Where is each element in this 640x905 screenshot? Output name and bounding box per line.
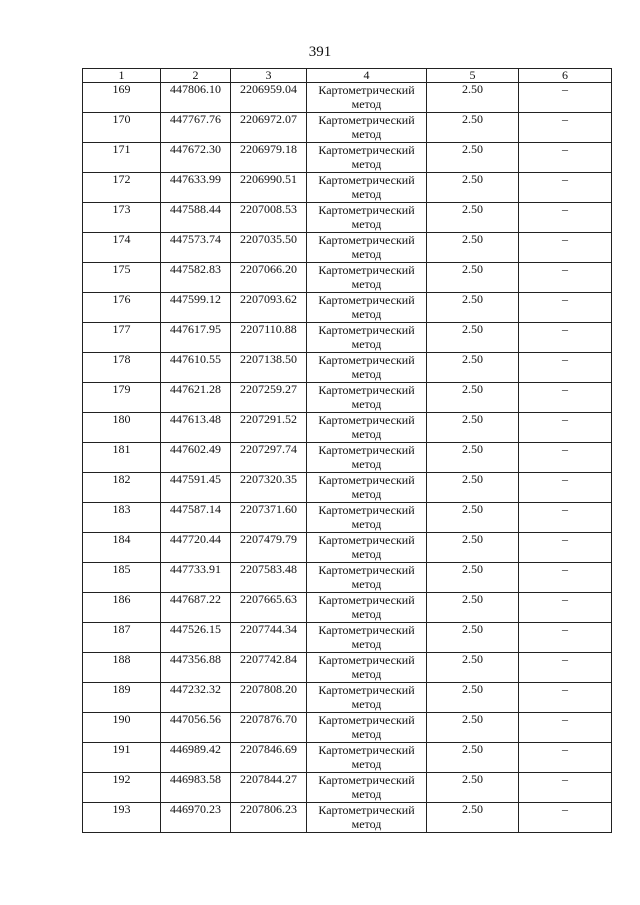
header-cell: 3: [231, 69, 307, 83]
table-row: [83, 233, 612, 263]
x-coordinate-cell: 447599.12: [161, 293, 231, 323]
accuracy-cell: 2.50: [427, 683, 519, 713]
accuracy-cell: 2.50: [427, 113, 519, 143]
method-cell: Картометрический метод: [307, 623, 427, 653]
point-number-cell: 182: [83, 473, 161, 503]
table-row: [83, 743, 612, 773]
method-cell: Картометрический метод: [307, 113, 427, 143]
accuracy-cell: 2.50: [427, 533, 519, 563]
note-cell: –: [519, 353, 612, 383]
table-row: [83, 173, 612, 203]
accuracy-cell: 2.50: [427, 263, 519, 293]
x-coordinate-cell: 447587.14: [161, 503, 231, 533]
table-row: [83, 803, 612, 833]
y-coordinate-cell: 2207297.74: [231, 443, 307, 473]
method-cell: Картометрический метод: [307, 383, 427, 413]
table-row: [83, 473, 612, 503]
note-cell: –: [519, 293, 612, 323]
accuracy-cell: 2.50: [427, 203, 519, 233]
method-cell: Картометрический метод: [307, 143, 427, 173]
table-row: [83, 713, 612, 743]
note-cell: –: [519, 173, 612, 203]
method-cell: Картометрический метод: [307, 413, 427, 443]
x-coordinate-cell: 447613.48: [161, 413, 231, 443]
table-row: [83, 413, 612, 443]
accuracy-cell: 2.50: [427, 563, 519, 593]
y-coordinate-cell: 2207291.52: [231, 413, 307, 443]
x-coordinate-cell: 447582.83: [161, 263, 231, 293]
page-number: 391: [308, 44, 332, 60]
method-cell: Картометрический метод: [307, 683, 427, 713]
table-row: [83, 263, 612, 293]
y-coordinate-cell: 2207844.27: [231, 773, 307, 803]
x-coordinate-cell: 447733.91: [161, 563, 231, 593]
point-number-cell: 184: [83, 533, 161, 563]
note-cell: –: [519, 683, 612, 713]
y-coordinate-cell: 2207066.20: [231, 263, 307, 293]
table-row: [83, 383, 612, 413]
accuracy-cell: 2.50: [427, 503, 519, 533]
x-coordinate-cell: 446989.42: [161, 743, 231, 773]
table-row: [83, 563, 612, 593]
x-coordinate-cell: 447621.28: [161, 383, 231, 413]
y-coordinate-cell: 2207806.23: [231, 803, 307, 833]
y-coordinate-cell: 2207093.62: [231, 293, 307, 323]
note-cell: –: [519, 653, 612, 683]
y-coordinate-cell: 2207138.50: [231, 353, 307, 383]
point-number-cell: 181: [83, 443, 161, 473]
note-cell: –: [519, 713, 612, 743]
note-cell: –: [519, 143, 612, 173]
y-coordinate-cell: 2207479.79: [231, 533, 307, 563]
method-cell: Картометрический метод: [307, 203, 427, 233]
point-number-cell: 186: [83, 593, 161, 623]
accuracy-cell: 2.50: [427, 773, 519, 803]
header-cell: 2: [161, 69, 231, 83]
method-cell: Картометрический метод: [307, 593, 427, 623]
y-coordinate-cell: 2207808.20: [231, 683, 307, 713]
point-number-cell: 177: [83, 323, 161, 353]
accuracy-cell: 2.50: [427, 743, 519, 773]
y-coordinate-cell: 2207110.88: [231, 323, 307, 353]
y-coordinate-cell: 2207583.48: [231, 563, 307, 593]
table-row: [83, 683, 612, 713]
x-coordinate-cell: 447633.99: [161, 173, 231, 203]
point-number-cell: 174: [83, 233, 161, 263]
y-coordinate-cell: 2207035.50: [231, 233, 307, 263]
method-cell: Картометрический метод: [307, 233, 427, 263]
y-coordinate-cell: 2207371.60: [231, 503, 307, 533]
method-cell: Картометрический метод: [307, 563, 427, 593]
table-row: [83, 143, 612, 173]
accuracy-cell: 2.50: [427, 713, 519, 743]
note-cell: –: [519, 743, 612, 773]
note-cell: –: [519, 563, 612, 593]
x-coordinate-cell: 447687.22: [161, 593, 231, 623]
note-cell: –: [519, 593, 612, 623]
point-number-cell: 172: [83, 173, 161, 203]
point-number-cell: 190: [83, 713, 161, 743]
method-cell: Картометрический метод: [307, 653, 427, 683]
table-row: [83, 773, 612, 803]
header-cell: 1: [83, 69, 161, 83]
accuracy-cell: 2.50: [427, 143, 519, 173]
y-coordinate-cell: 2207876.70: [231, 713, 307, 743]
method-cell: Картометрический метод: [307, 173, 427, 203]
note-cell: –: [519, 473, 612, 503]
accuracy-cell: 2.50: [427, 323, 519, 353]
header-cell: 4: [307, 69, 427, 83]
table-row: [83, 323, 612, 353]
x-coordinate-cell: 447232.32: [161, 683, 231, 713]
header-cell: 6: [519, 69, 612, 83]
accuracy-cell: 2.50: [427, 473, 519, 503]
point-number-cell: 187: [83, 623, 161, 653]
point-number-cell: 178: [83, 353, 161, 383]
point-number-cell: 176: [83, 293, 161, 323]
table-row: [83, 443, 612, 473]
table-row: [83, 623, 612, 653]
table-row: [83, 83, 612, 113]
table-row: [83, 353, 612, 383]
y-coordinate-cell: 2206959.04: [231, 83, 307, 113]
x-coordinate-cell: 447617.95: [161, 323, 231, 353]
note-cell: –: [519, 203, 612, 233]
method-cell: Картометрический метод: [307, 743, 427, 773]
table-row: [83, 503, 612, 533]
method-cell: Картометрический метод: [307, 803, 427, 833]
point-number-cell: 185: [83, 563, 161, 593]
note-cell: –: [519, 413, 612, 443]
header-row: [83, 69, 612, 83]
x-coordinate-cell: 447573.74: [161, 233, 231, 263]
accuracy-cell: 2.50: [427, 413, 519, 443]
x-coordinate-cell: 447526.15: [161, 623, 231, 653]
point-number-cell: 170: [83, 113, 161, 143]
accuracy-cell: 2.50: [427, 443, 519, 473]
y-coordinate-cell: 2207008.53: [231, 203, 307, 233]
point-number-cell: 183: [83, 503, 161, 533]
x-coordinate-cell: 447356.88: [161, 653, 231, 683]
table-row: [83, 533, 612, 563]
accuracy-cell: 2.50: [427, 353, 519, 383]
point-number-cell: 180: [83, 413, 161, 443]
method-cell: Картометрический метод: [307, 293, 427, 323]
note-cell: –: [519, 83, 612, 113]
y-coordinate-cell: 2207742.84: [231, 653, 307, 683]
method-cell: Картометрический метод: [307, 353, 427, 383]
note-cell: –: [519, 383, 612, 413]
table-row: [83, 653, 612, 683]
header-cell: 5: [427, 69, 519, 83]
y-coordinate-cell: 2207846.69: [231, 743, 307, 773]
table-row: [83, 293, 612, 323]
coordinates-table: [82, 68, 612, 833]
point-number-cell: 189: [83, 683, 161, 713]
method-cell: Картометрический метод: [307, 713, 427, 743]
point-number-cell: 193: [83, 803, 161, 833]
x-coordinate-cell: 447056.56: [161, 713, 231, 743]
note-cell: –: [519, 503, 612, 533]
accuracy-cell: 2.50: [427, 293, 519, 323]
y-coordinate-cell: 2207259.27: [231, 383, 307, 413]
x-coordinate-cell: 446983.58: [161, 773, 231, 803]
table-row: [83, 203, 612, 233]
x-coordinate-cell: 447591.45: [161, 473, 231, 503]
accuracy-cell: 2.50: [427, 383, 519, 413]
point-number-cell: 188: [83, 653, 161, 683]
y-coordinate-cell: 2207665.63: [231, 593, 307, 623]
x-coordinate-cell: 447720.44: [161, 533, 231, 563]
note-cell: –: [519, 233, 612, 263]
y-coordinate-cell: 2206990.51: [231, 173, 307, 203]
note-cell: –: [519, 323, 612, 353]
y-coordinate-cell: 2207744.34: [231, 623, 307, 653]
point-number-cell: 171: [83, 143, 161, 173]
method-cell: Картометрический метод: [307, 773, 427, 803]
point-number-cell: 173: [83, 203, 161, 233]
accuracy-cell: 2.50: [427, 173, 519, 203]
accuracy-cell: 2.50: [427, 803, 519, 833]
y-coordinate-cell: 2207320.35: [231, 473, 307, 503]
x-coordinate-cell: 447672.30: [161, 143, 231, 173]
note-cell: –: [519, 113, 612, 143]
note-cell: –: [519, 263, 612, 293]
note-cell: –: [519, 773, 612, 803]
point-number-cell: 175: [83, 263, 161, 293]
accuracy-cell: 2.50: [427, 623, 519, 653]
accuracy-cell: 2.50: [427, 653, 519, 683]
accuracy-cell: 2.50: [427, 593, 519, 623]
method-cell: Картометрический метод: [307, 503, 427, 533]
table-row: [83, 113, 612, 143]
note-cell: –: [519, 533, 612, 563]
note-cell: –: [519, 623, 612, 653]
point-number-cell: 191: [83, 743, 161, 773]
method-cell: Картометрический метод: [307, 473, 427, 503]
accuracy-cell: 2.50: [427, 233, 519, 263]
x-coordinate-cell: 447602.49: [161, 443, 231, 473]
method-cell: Картометрический метод: [307, 323, 427, 353]
x-coordinate-cell: 446970.23: [161, 803, 231, 833]
y-coordinate-cell: 2206979.18: [231, 143, 307, 173]
method-cell: Картометрический метод: [307, 533, 427, 563]
x-coordinate-cell: 447767.76: [161, 113, 231, 143]
x-coordinate-cell: 447806.10: [161, 83, 231, 113]
x-coordinate-cell: 447588.44: [161, 203, 231, 233]
method-cell: Картометрический метод: [307, 443, 427, 473]
x-coordinate-cell: 447610.55: [161, 353, 231, 383]
table-row: [83, 593, 612, 623]
method-cell: Картометрический метод: [307, 263, 427, 293]
method-cell: Картометрический метод: [307, 83, 427, 113]
point-number-cell: 179: [83, 383, 161, 413]
accuracy-cell: 2.50: [427, 83, 519, 113]
note-cell: –: [519, 803, 612, 833]
y-coordinate-cell: 2206972.07: [231, 113, 307, 143]
note-cell: –: [519, 443, 612, 473]
point-number-cell: 192: [83, 773, 161, 803]
point-number-cell: 169: [83, 83, 161, 113]
